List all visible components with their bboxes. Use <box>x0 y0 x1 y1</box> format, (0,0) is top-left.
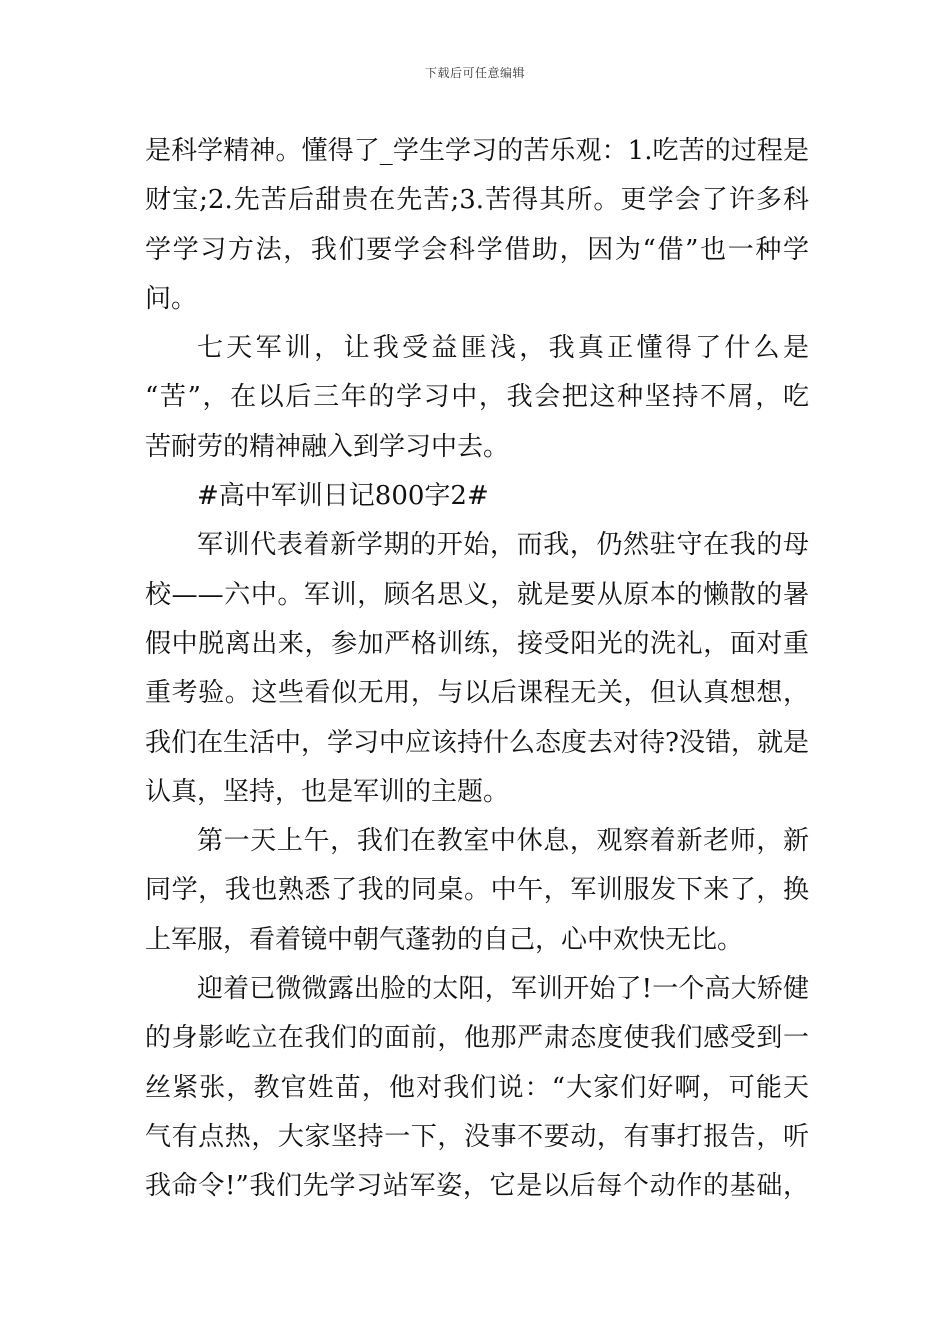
text-line: 气有点热，大家坚持一下，没事不要动，有事打报告，听 <box>145 1121 809 1152</box>
text-line: 迎着已微微露出脸的太阳，军训开始了!一个高大矫健 <box>197 974 809 1005</box>
document-body <box>145 127 809 1212</box>
text-line: 财宝;2.先苦后甜贵在先苦;3.苦得其所。更学会了许多科 <box>145 185 809 216</box>
text-line: “苦”，在以后三年的学习中，我会把这种坚持不屑，吃 <box>145 382 809 413</box>
text-line: 校——六中。军训，顾名思义，就是要从原本的懒散的暑 <box>145 579 809 610</box>
text-line: 军训代表着新学期的开始，而我，仍然驻守在我的母 <box>197 530 809 561</box>
text-line: 重考验。这些看似无用，与以后课程无关，但认真想想， <box>145 678 809 709</box>
section-heading: #高中军训日记800字2# <box>197 481 489 512</box>
text-line: 是科学精神。懂得了_学生学习的苦乐观：1.吃苦的过程是 <box>145 136 809 166</box>
text-line: 苦耐劳的精神融入到学习中去。 <box>145 431 510 462</box>
text-line: 的身影屹立在我们的面前，他那严肃态度使我们感受到一 <box>145 1023 809 1054</box>
text-line: 丝紧张，教官姓苗，他对我们说：“大家们好啊，可能天 <box>145 1072 809 1103</box>
text-line: 我们在生活中，学习中应该持什么态度去对待?没错，就是 <box>145 727 809 758</box>
text-line: 认真，坚持，也是军训的主题。 <box>145 776 510 807</box>
text-line: 学学习方法，我们要学会科学借助，因为“借”也一种学 <box>145 234 809 265</box>
text-line: 假中脱离出来，参加严格训练，接受阳光的洗礼，面对重 <box>145 628 809 659</box>
text-line: 七天军训，让我受益匪浅，我真正懂得了什么是 <box>197 333 809 364</box>
text-line: 第一天上午，我们在教室中休息，观察着新老师，新 <box>197 826 809 857</box>
text-line: 问。 <box>145 283 198 314</box>
text-line: 我命令!”我们先学习站军姿，它是以后每个动作的基础， <box>145 1171 809 1202</box>
text-line: 同学，我也熟悉了我的同桌。中午，军训服发下来了，换 <box>145 875 809 906</box>
text-line: 上军服，看着镜中朝气蓬勃的自己，心中欢快无比。 <box>145 924 744 955</box>
page-header: 下载后可任意编辑 <box>424 66 525 80</box>
